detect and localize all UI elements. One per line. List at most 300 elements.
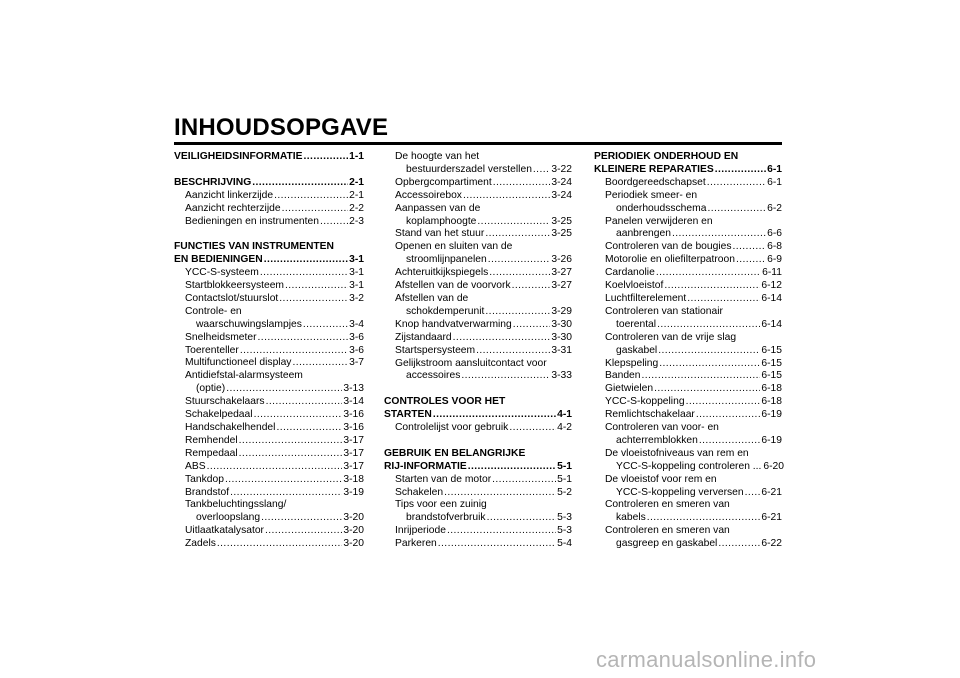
toc-entry <box>174 512 364 525</box>
toc-entry <box>384 216 572 229</box>
toc-page-number: 3-26 <box>551 254 572 266</box>
toc-leader-dots <box>487 512 557 525</box>
toc-entry <box>594 280 782 293</box>
toc-entry <box>174 474 364 487</box>
toc-entry-title: ABS <box>185 460 206 472</box>
toc-leader-dots <box>276 422 342 435</box>
toc-page-number: 6-20 <box>763 460 784 472</box>
toc-leader-dots <box>509 422 556 435</box>
toc-leader-dots <box>447 525 556 538</box>
toc-entry-title: Controleren van de bougies <box>605 241 732 253</box>
toc-entry <box>174 448 364 461</box>
toc-leader-dots <box>461 370 550 383</box>
toc-leader-dots <box>492 474 556 487</box>
toc-entry-title: aanbrengen <box>616 228 671 240</box>
toc-leader-dots <box>304 151 349 164</box>
toc-entry-title: Panelen verwijderen en <box>605 215 713 227</box>
toc-leader-dots <box>292 357 348 370</box>
toc-section-heading <box>384 448 572 461</box>
toc-leader-dots <box>485 306 550 319</box>
toc-entry <box>384 267 572 280</box>
toc-entry <box>174 409 364 422</box>
toc-leader-dots <box>433 409 556 422</box>
toc-entry-title: overloopslang <box>196 512 261 524</box>
toc-spacer <box>174 228 364 241</box>
toc-entry-title: Schakelen <box>395 486 444 498</box>
toc-page-number: 3-6 <box>349 344 364 356</box>
toc-leader-dots <box>657 319 760 332</box>
toc-entry-title: Antidiefstal-alarmsysteem <box>185 370 303 382</box>
toc-entry-title: CONTROLES VOOR HET <box>384 396 506 408</box>
toc-entry <box>384 422 572 435</box>
toc-entry-title: YCC-S-koppeling controleren ... <box>616 460 762 472</box>
toc-page-number: 3-22 <box>551 163 572 175</box>
toc-entry-title: toerental <box>616 318 657 330</box>
toc-leader-dots <box>745 487 761 500</box>
toc-entry-title: koplamphoogte <box>406 215 477 227</box>
toc-leader-dots <box>438 538 556 551</box>
toc-section-heading <box>384 409 572 422</box>
toc-entry <box>594 293 782 306</box>
toc-entry <box>174 306 364 319</box>
toc-page-number: 3-31 <box>551 344 572 356</box>
toc-page-number: 6-6 <box>767 228 782 240</box>
toc-entry <box>174 203 364 216</box>
toc-entry-title: Snelheidsmeter <box>185 331 257 343</box>
toc-leader-dots <box>207 461 343 474</box>
toc-page-number: 5-1 <box>557 473 572 485</box>
toc-entry-title: Luchtfilterelement <box>605 292 687 304</box>
toc-leader-dots <box>733 241 767 254</box>
toc-entry <box>174 190 364 203</box>
toc-entry <box>594 512 782 525</box>
toc-page-number: 2-1 <box>349 189 364 201</box>
toc-page-number: 3-1 <box>349 267 364 279</box>
toc-section-heading <box>384 396 572 409</box>
toc-entry-title: Banden <box>605 370 641 382</box>
toc-leader-dots <box>239 448 343 461</box>
toc-page-number: 3-20 <box>343 525 364 537</box>
toc-page-number: 5-4 <box>557 538 572 550</box>
toc-entry-title: Gietwielen <box>605 383 654 395</box>
toc-entry-title: Toerenteller <box>185 344 239 356</box>
toc-entry-title: Cardanolie <box>605 267 655 279</box>
toc-entry-title: Zadels <box>185 538 216 550</box>
toc-entry-title: gaskabel <box>616 344 658 356</box>
toc-entry-title: Stuurschakelaars <box>185 396 265 408</box>
toc-page-number: 3-25 <box>551 228 572 240</box>
toc-entry-title: Controleren van stationair <box>605 305 723 317</box>
toc-page-number: 6-1 <box>767 176 782 188</box>
toc-leader-dots <box>230 487 342 500</box>
toc-entry-title: Afstellen van de voorvork <box>395 280 511 292</box>
toc-entry <box>384 474 572 487</box>
toc-entry-title: FUNCTIES VAN INSTRUMENTEN <box>174 241 334 253</box>
toc-page-number: 1-1 <box>349 151 364 162</box>
toc-entry <box>384 345 572 358</box>
toc-page-number: 6-14 <box>761 292 782 304</box>
toc-entry-title: schokdemperunit <box>406 305 485 317</box>
toc-leader-dots <box>513 319 551 332</box>
toc-leader-dots <box>274 190 348 203</box>
toc-section-heading <box>174 151 364 164</box>
toc-page-number: 2-1 <box>349 176 364 188</box>
toc-leader-dots <box>736 254 766 267</box>
toc-section-heading <box>384 461 572 474</box>
toc-page-number: 3-4 <box>349 318 364 330</box>
toc-page-number: 5-1 <box>557 460 572 472</box>
toc-entry-title: Remlichtschakelaar <box>605 409 695 421</box>
toc-leader-dots <box>320 216 348 229</box>
toc-leader-dots <box>715 164 766 177</box>
toc-leader-dots <box>282 203 349 216</box>
toc-entry <box>384 512 572 525</box>
toc-leader-dots <box>647 512 761 525</box>
toc-entry-title: stroomlijnpanelen <box>406 254 487 266</box>
toc-leader-dots <box>512 280 551 293</box>
toc-entry-title: VEILIGHEIDSINFORMATIE <box>174 151 303 162</box>
toc-entry <box>174 293 364 306</box>
toc-entry-title: Controle- en <box>185 305 242 317</box>
toc-page-number: 5-2 <box>557 486 572 498</box>
toc-page-number: 3-17 <box>343 434 364 446</box>
toc-leader-dots <box>252 177 348 190</box>
toc-entry-title: Startblokkeersysteem <box>185 280 285 292</box>
toc-entry-title: De vloeistofniveaus van rem en <box>605 447 749 459</box>
toc-entry <box>384 319 572 332</box>
toc-entry <box>594 461 782 474</box>
toc-entry <box>594 499 782 512</box>
toc-leader-dots <box>261 512 342 525</box>
toc-entry <box>594 228 782 241</box>
toc-leader-dots <box>686 396 761 409</box>
toc-page-number: 3-1 <box>349 254 364 266</box>
toc-entry-title: Bedieningen en instrumenten <box>185 215 319 227</box>
toc-page-number: 6-2 <box>767 202 782 214</box>
toc-entry <box>384 177 572 190</box>
title-rule <box>174 142 782 145</box>
toc-entry-title: Controleren van de vrije slag <box>605 331 737 343</box>
toc-entry <box>594 396 782 409</box>
toc-entry-title: Boordgereedschapset <box>605 176 706 188</box>
toc-leader-dots <box>239 435 343 448</box>
toc-section-heading <box>174 177 364 190</box>
toc-entry-title: YCC-S-koppeling <box>605 396 685 408</box>
toc-page-number: 6-12 <box>761 280 782 292</box>
toc-entry-title: brandstofverbruik <box>406 512 486 524</box>
toc-entry-title: Tankdop <box>185 473 224 485</box>
toc-entry <box>594 409 782 422</box>
watermark: carmanualsonline.info <box>596 647 817 672</box>
toc-entry-title: EN BEDIENINGEN <box>174 254 263 266</box>
toc-leader-dots <box>258 332 349 345</box>
toc-page-number: 3-20 <box>343 538 364 550</box>
toc-page-number: 3-17 <box>343 447 364 459</box>
toc-entry-title: YCC-S-koppeling verversen <box>616 486 744 498</box>
toc-page-number: 4-1 <box>557 409 572 421</box>
toc-entry-title: bestuurderszadel verstellen <box>406 163 532 175</box>
toc-page-number: 3-16 <box>343 422 364 433</box>
toc-entry-title: Gelijkstroom aansluitcontact voor <box>395 357 547 369</box>
toc-leader-dots <box>654 383 760 396</box>
toc-entry-title: Stand van het stuur <box>395 228 485 240</box>
toc-entry-title: Afstellen van de <box>395 292 469 304</box>
toc-entry-title: Startspersysteem <box>395 344 476 356</box>
toc-page-number: 3-27 <box>551 280 572 292</box>
toc-leader-dots <box>240 345 348 358</box>
toc-leader-dots <box>707 203 766 216</box>
toc-section-heading <box>174 241 364 254</box>
toc-entry-title: Aanzicht linkerzijde <box>185 189 274 201</box>
toc-leader-dots <box>485 228 550 241</box>
toc-entry <box>594 538 782 551</box>
toc-leader-dots <box>453 332 551 345</box>
toc-entry <box>384 241 572 254</box>
toc-leader-dots <box>226 383 342 396</box>
toc-entry <box>174 487 364 500</box>
toc-page-number: 3-16 <box>343 409 364 421</box>
toc-page-number: 6-15 <box>761 370 782 382</box>
toc-page-number: 3-18 <box>343 473 364 485</box>
toc-entry <box>384 293 572 306</box>
toc-spacer <box>384 383 572 396</box>
toc-page-number: 3-24 <box>551 189 572 201</box>
toc-page-number: 6-19 <box>761 434 782 446</box>
toc-entry <box>384 254 572 267</box>
toc-leader-dots <box>266 396 343 409</box>
toc-page-number: 6-18 <box>761 396 782 408</box>
toc-page-number: 3-29 <box>551 305 572 317</box>
toc-entry <box>594 254 782 267</box>
toc-entry-title: Aanpassen van de <box>395 202 481 214</box>
toc-entry-title: onderhoudsschema <box>616 202 707 214</box>
toc-entry-title: Aanzicht rechterzijde <box>185 202 281 214</box>
toc-entry-title: Schakelpedaal <box>185 409 253 421</box>
toc-entry <box>174 461 364 474</box>
toc-leader-dots <box>225 474 342 487</box>
toc-entry <box>594 241 782 254</box>
toc-entry <box>384 525 572 538</box>
toc-section-heading <box>174 254 364 267</box>
toc-entry-title: PERIODIEK ONDERHOUD EN <box>594 151 739 162</box>
toc-page-number: 3-13 <box>343 383 364 395</box>
toc-entry <box>594 474 782 487</box>
toc-section-heading <box>594 151 782 164</box>
toc-page-number: 3-24 <box>551 176 572 188</box>
toc-entry <box>594 267 782 280</box>
toc-page-number: 3-25 <box>551 215 572 227</box>
toc-entry <box>174 280 364 293</box>
toc-entry-title: RIJ-INFORMATIE <box>384 460 467 472</box>
toc-leader-dots <box>265 525 342 538</box>
toc-entry <box>594 358 782 371</box>
toc-entry-title: achterremblokken <box>616 434 698 446</box>
toc-entry-title: (optie) <box>196 383 226 395</box>
toc-entry <box>174 435 364 448</box>
toc-leader-dots <box>476 345 550 358</box>
toc-entry <box>594 203 782 216</box>
toc-column-2 <box>384 151 572 551</box>
toc-entry-title: Inrijperiode <box>395 525 446 537</box>
toc-leader-dots <box>468 461 556 474</box>
toc-entry <box>384 538 572 551</box>
toc-page-number: 2-2 <box>349 202 364 214</box>
toc-page-number: 3-20 <box>343 512 364 524</box>
toc-page-number: 3-17 <box>343 460 364 472</box>
toc-leader-dots <box>489 267 550 280</box>
toc-column-1 <box>174 151 364 551</box>
toc-entry-title: Rempedaal <box>185 447 238 459</box>
toc-leader-dots <box>696 409 761 422</box>
toc-entry-title: Openen en sluiten van de <box>395 241 513 253</box>
toc-entry-title: BESCHRIJVING <box>174 176 252 188</box>
toc-entry <box>174 267 364 280</box>
toc-leader-dots <box>672 228 766 241</box>
toc-entry <box>594 319 782 332</box>
toc-entry <box>384 487 572 500</box>
toc-leader-dots <box>217 538 342 551</box>
toc-entry <box>384 190 572 203</box>
toc-entry <box>174 319 364 332</box>
toc-leader-dots <box>303 319 348 332</box>
toc-entry-title: Klepspeling <box>605 357 659 369</box>
toc-page-number: 6-21 <box>761 512 782 524</box>
toc-entry <box>594 177 782 190</box>
toc-entry <box>174 383 364 396</box>
toc-page-number: 2-3 <box>349 215 364 227</box>
toc-page-number: 3-6 <box>349 331 364 343</box>
toc-entry <box>174 396 364 409</box>
toc-entry <box>174 525 364 538</box>
toc-entry <box>594 190 782 203</box>
toc-page-number: 3-27 <box>551 267 572 279</box>
toc-entry-title: Koelvloeistof <box>605 280 664 292</box>
toc-entry-title: GEBRUIK EN BELANGRIJKE <box>384 447 526 459</box>
toc-entry <box>174 332 364 345</box>
toc-entry-title: Controleren van voor- en <box>605 422 719 434</box>
toc-entry-title: Zijstandaard <box>395 331 452 343</box>
toc-entry <box>384 358 572 371</box>
toc-leader-dots <box>699 435 761 448</box>
toc-column-3 <box>594 151 782 551</box>
toc-entry <box>174 216 364 229</box>
toc-leader-dots <box>444 487 556 500</box>
toc-spacer <box>384 435 572 448</box>
toc-page-number: 6-22 <box>761 538 782 550</box>
toc-entry <box>384 228 572 241</box>
toc-leader-dots <box>279 293 348 306</box>
toc-leader-dots <box>707 177 766 190</box>
toc-entry <box>384 280 572 293</box>
toc-entry-title: accessoires <box>406 370 461 382</box>
toc-entry-title: Parkeren <box>395 538 437 550</box>
toc-page-number: 6-11 <box>762 267 782 279</box>
toc-entry-title: Remhendel <box>185 434 238 446</box>
toc-page-number: 6-15 <box>761 344 782 356</box>
toc-page-number: 3-30 <box>551 318 572 330</box>
toc-entry <box>594 332 782 345</box>
toc-entry <box>594 448 782 461</box>
toc-page-number: 3-2 <box>349 292 364 304</box>
toc-spacer <box>174 164 364 177</box>
toc-entry <box>594 370 782 383</box>
toc-entry-title: Tips voor een zuinig <box>395 499 487 511</box>
toc-entry-title: Uitlaatkatalysator <box>185 525 264 537</box>
toc-page-number: 6-1 <box>767 163 782 175</box>
toc-page-number: 5-3 <box>557 525 572 537</box>
toc-entry <box>384 370 572 383</box>
toc-entry <box>594 345 782 358</box>
toc-entry-title: YCC-S-systeem <box>185 267 259 279</box>
toc-entry-title: kabels <box>616 512 646 524</box>
toc-leader-dots <box>664 280 760 293</box>
toc-entry <box>594 216 782 229</box>
toc-leader-dots <box>659 358 760 371</box>
toc-entry <box>384 151 572 164</box>
toc-entry-title: Knop handvatverwarming <box>395 318 512 330</box>
toc-entry-title: Controlelijst voor gebruik <box>395 422 509 434</box>
toc-leader-dots <box>488 254 551 267</box>
toc-entry-title: Opbergcompartiment <box>395 176 492 188</box>
toc-page-number: 5-3 <box>557 512 572 524</box>
toc-entry <box>594 306 782 319</box>
toc-entry-title: Brandstof <box>185 486 230 498</box>
toc-leader-dots <box>254 409 343 422</box>
toc-page-number: 3-30 <box>551 331 572 343</box>
toc-leader-dots <box>658 345 760 358</box>
toc-leader-dots <box>656 267 761 280</box>
toc-entry-title: Achteruitkijkspiegels <box>395 267 489 279</box>
toc-entry <box>594 383 782 396</box>
toc-leader-dots <box>260 267 348 280</box>
toc-page-number: 6-21 <box>761 486 782 498</box>
toc-leader-dots <box>285 280 348 293</box>
toc-page-number: 3-1 <box>349 280 364 292</box>
toc-page-number: 3-14 <box>343 396 364 408</box>
toc-entry-title: Accessoirebox <box>395 189 462 201</box>
toc-leader-dots <box>264 254 348 267</box>
toc-entry-title: KLEINERE REPARATIES <box>594 163 714 175</box>
toc-entry-title: Periodiek smeer- en <box>605 189 698 201</box>
toc-entry-title: Multifunctioneel display <box>185 357 292 369</box>
toc-entry-title: Controleren en smeren van <box>605 499 730 511</box>
toc-leader-dots <box>718 538 760 551</box>
toc-entry <box>384 164 572 177</box>
toc-entry <box>384 499 572 512</box>
toc-entry <box>174 422 364 435</box>
toc-entry <box>174 370 364 383</box>
toc-leader-dots <box>533 164 550 177</box>
toc-leader-dots <box>642 370 761 383</box>
toc-entry <box>174 538 364 551</box>
toc-leader-dots <box>463 190 550 203</box>
toc-page-number: 6-19 <box>761 409 782 421</box>
toc-entry-title: Starten van de motor <box>395 473 492 485</box>
toc-section-heading <box>594 164 782 177</box>
toc-page-number: 3-33 <box>551 370 572 382</box>
toc-entry-title: Motorolie en oliefilterpatroon <box>605 254 735 266</box>
toc-page-number: 3-19 <box>343 486 364 498</box>
toc-leader-dots <box>477 216 550 229</box>
toc-entry-title: Handschakelhendel <box>185 422 276 433</box>
toc-page-number: 6-14 <box>761 318 782 330</box>
toc-entry <box>594 435 782 448</box>
toc-page-number: 6-9 <box>767 254 782 266</box>
toc-entry <box>174 345 364 358</box>
toc-entry <box>384 332 572 345</box>
toc-entry-title: De hoogte van het <box>395 151 480 162</box>
toc-entry-title: gasgreep en gaskabel <box>616 538 718 550</box>
